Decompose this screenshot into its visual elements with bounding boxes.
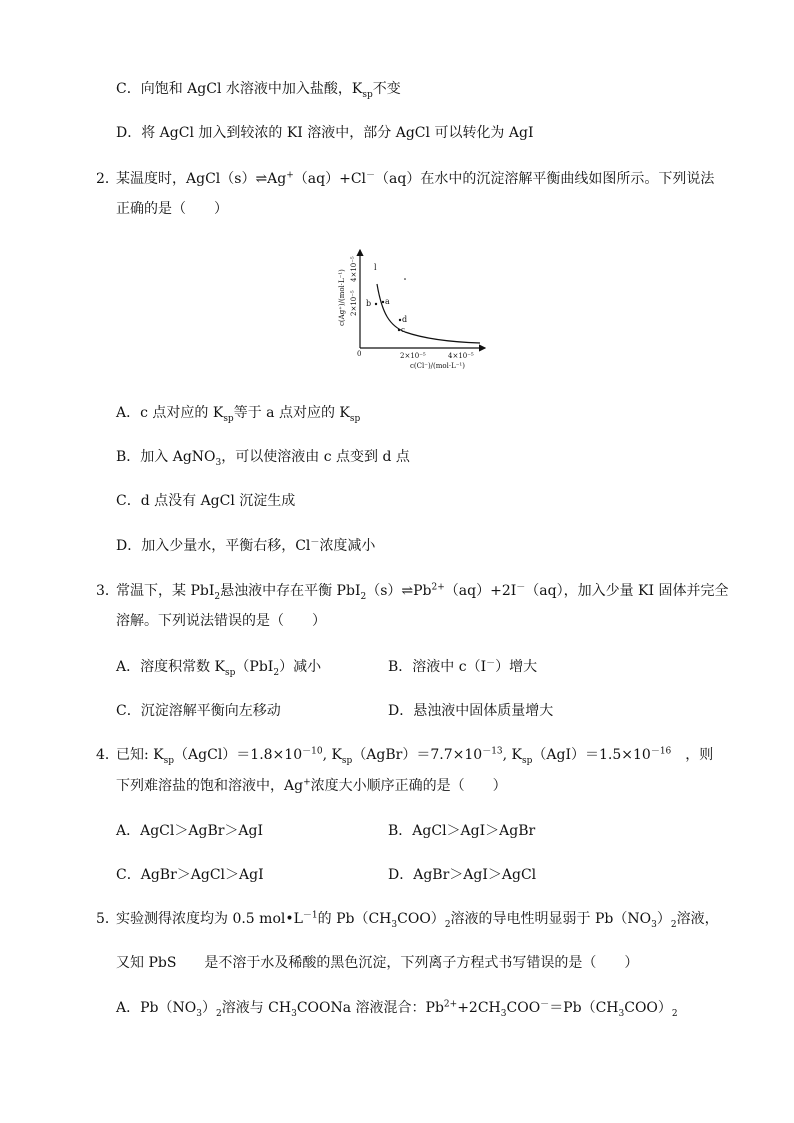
question-4-option-d: D．AgBr＞AgI＞AgCl xyxy=(388,867,537,883)
question-2-option-c: C．d 点没有 AgCl 沉淀生成 xyxy=(116,493,296,509)
question-3-option-c: C．沉淀溶解平衡向左移动 xyxy=(116,703,281,719)
question-2-option-a: A．c 点对应的 $K_{sp}$等于 a 点对应的 $K_{sp}$ xyxy=(116,405,361,424)
question-4-option-c: C．AgBr＞AgCl＞AgI xyxy=(116,867,264,883)
x-tick-4e-5: 4×10⁻⁵ xyxy=(448,352,474,360)
question-4-option-a: A．AgCl＞AgBr＞AgI xyxy=(116,823,264,839)
point-c xyxy=(398,329,400,331)
point-a-label: a xyxy=(385,297,390,306)
question-3-number: 3． xyxy=(96,583,119,599)
question-3-option-a: A．溶度积常数 $K_{sp}(PbI_2)$减小 xyxy=(116,659,322,678)
svg-text:l: l xyxy=(374,263,377,272)
option-d-prev: D．将 AgCl 加入到较浓的 KI 溶液中，部分 AgCl 可以转化为 AgI xyxy=(116,125,534,141)
question-3-stem: 常温下，某 PbI$_2$悬浊液中存在平衡 $PbI_2(s)\rightleftharpoons Pb^{2+}(aq)+2I^-(aq)$，加入少量 KI 固体并完全 xyxy=(116,582,729,602)
solubility-curve xyxy=(377,284,480,343)
question-2-stem: 某温度时，AgCl（s）⇌Ag+（aq）+Cl－（aq）在水中的沉淀溶解平衡曲线如图所示。下列说法 xyxy=(116,170,715,187)
question-5-option-a: A．$Pb(NO_3)_2$溶液与 $CH_3COONa$ 溶液混合：$Pb^{2+}+2CH_3COO^-=Pb(CH_3COO)_2$ xyxy=(116,999,678,1019)
x-axis-label: c(Cl⁻)/(mol·L⁻¹) xyxy=(410,362,465,370)
question-5-stem-cont: 又知 PbS 是不溶于水及稀酸的黑色沉淀，下列离子方程式书写错误的是（ ） xyxy=(116,955,639,971)
question-5-stem: 实验测得浓度均为 0.5 $mol•L^{-1}$的 $Pb(CH_3COO)_2$溶液的导电性明显弱于 $Pb(NO_3)_2$溶液， xyxy=(116,910,719,930)
question-4-stem: 已知: $K_{sp}(AgCl)=1.8\times 10^{-10}$, $K_{sp}(AgBr)=7.7\times 10^{-13}$, $K_{sp}(AgI)=1.5\times 10^{-16}$ ，则 xyxy=(116,746,714,766)
question-2-option-b: B．加入 AgNO$_3$，可以使溶液由 c 点变到 d 点 xyxy=(116,449,410,468)
point-b xyxy=(375,303,377,305)
point-b-label: b xyxy=(366,299,372,308)
question-2-stem-cont: 正确的是（ ） xyxy=(116,201,228,217)
point-a xyxy=(382,301,384,303)
y-tick-4e-5: 4×10⁻⁵ xyxy=(350,256,358,282)
point-d-label: d xyxy=(402,315,408,324)
question-4-stem-cont: 下列难溶盐的饱和溶液中，Ag+浓度大小顺序正确的是（ ） xyxy=(116,777,507,794)
solubility-curve-figure xyxy=(330,244,490,374)
question-4-number: 4． xyxy=(96,747,119,763)
origin-label: 0 xyxy=(357,350,362,358)
question-2-option-d: D．加入少量水，平衡右移，Cl－浓度减小 xyxy=(116,537,376,554)
point-c-label: c xyxy=(401,326,405,334)
y-axis-label: c(Ag⁺)/(mol·L⁻¹) xyxy=(338,269,346,326)
y-tick-2e-5: 2×10⁻⁵ xyxy=(350,290,358,316)
question-3-option-d: D．悬浊液中固体质量增大 xyxy=(388,703,554,719)
point-d xyxy=(399,319,401,321)
option-c-prev: C．向饱和 AgCl 水溶液中加入盐酸，$K_{sp}$不变 xyxy=(116,81,401,100)
question-3-option-b: B．溶液中 c（I－）增大 xyxy=(388,658,538,675)
x-tick-2e-5: 2×10⁻⁵ xyxy=(400,352,426,360)
question-3-stem-cont: 溶解。下列说法错误的是（ ） xyxy=(116,613,326,629)
question-4-option-b: B．AgCl＞AgI＞AgBr xyxy=(388,823,536,839)
question-5-number: 5． xyxy=(96,911,119,927)
question-2-number: 2． xyxy=(96,171,119,187)
